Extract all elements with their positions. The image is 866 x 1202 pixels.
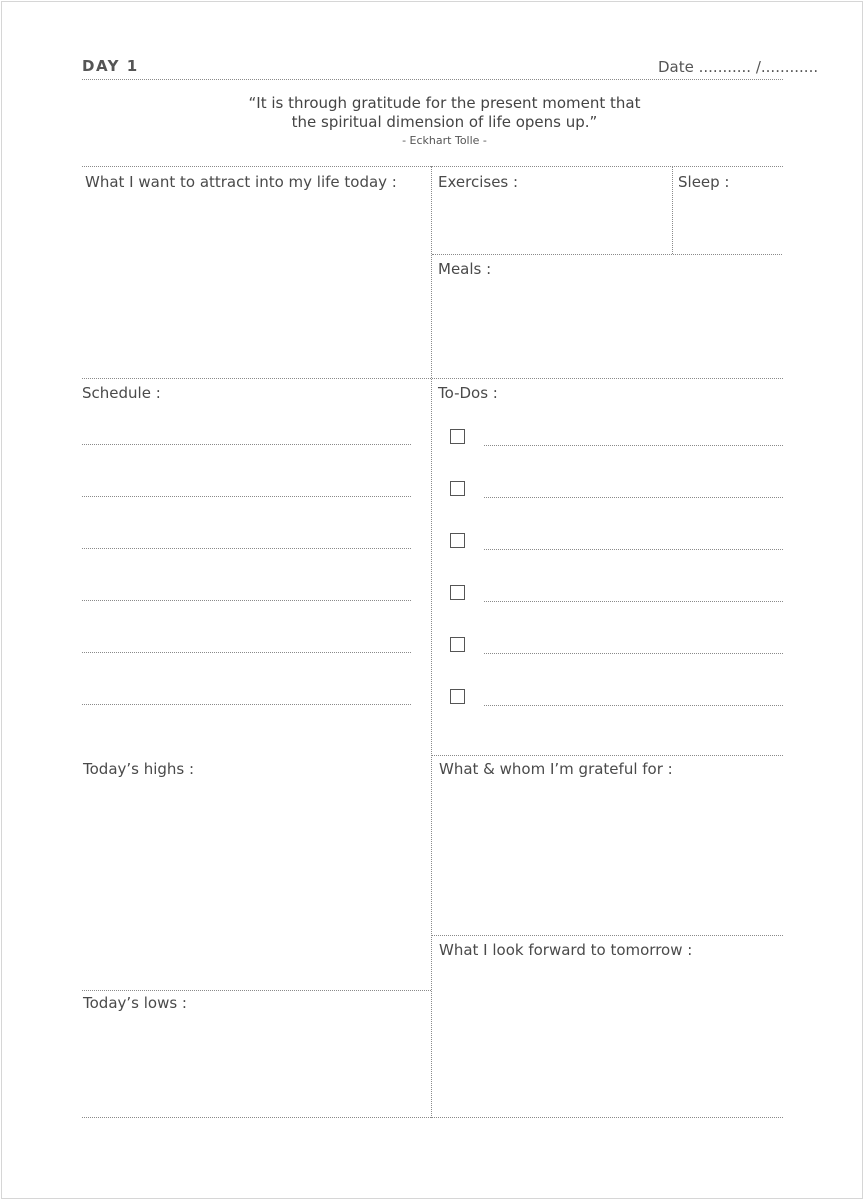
todo-line[interactable] <box>484 653 783 654</box>
todo-line[interactable] <box>484 705 783 706</box>
exercise-sleep-divider <box>672 166 673 254</box>
schedule-line[interactable] <box>82 652 411 653</box>
grid-top-line <box>82 166 783 167</box>
day-title: DAY 1 <box>82 57 139 75</box>
todo-line[interactable] <box>484 601 783 602</box>
lows-label: Today’s lows : <box>83 994 187 1012</box>
grateful-top-line <box>432 755 783 756</box>
grateful-label: What & whom I’m grateful for : <box>439 760 673 778</box>
schedule-label: Schedule : <box>82 384 161 402</box>
schedule-line[interactable] <box>82 444 411 445</box>
todo-checkbox[interactable] <box>450 481 465 496</box>
todos-label: To-Dos : <box>438 384 498 402</box>
meals-label: Meals : <box>438 260 492 278</box>
exercises-label: Exercises : <box>438 173 519 191</box>
schedule-line[interactable] <box>82 600 411 601</box>
quote-author: - Eckhart Tolle - <box>402 134 487 147</box>
todo-line[interactable] <box>484 549 783 550</box>
date-field[interactable]: Date ........... /............ <box>658 58 819 76</box>
schedule-line[interactable] <box>82 496 411 497</box>
todo-checkbox[interactable] <box>450 637 465 652</box>
meals-top-line <box>432 254 782 255</box>
tomorrow-top-line <box>432 935 783 936</box>
grid-center-divider <box>431 166 432 1118</box>
schedule-line[interactable] <box>82 548 411 549</box>
todo-checkbox[interactable] <box>450 585 465 600</box>
quote-line-1: “It is through gratitude for the present moment that <box>248 94 641 112</box>
grid-bottom-line <box>82 1117 783 1118</box>
todo-line[interactable] <box>484 445 783 446</box>
todo-checkbox[interactable] <box>450 689 465 704</box>
quote-line-2: the spiritual dimension of life opens up.” <box>291 113 598 131</box>
todo-checkbox[interactable] <box>450 533 465 548</box>
sleep-label: Sleep : <box>678 173 730 191</box>
schedule-line[interactable] <box>82 704 411 705</box>
attract-label: What I want to attract into my life today : <box>85 173 397 191</box>
tomorrow-label: What I look forward to tomorrow : <box>439 941 693 959</box>
lows-top-line <box>82 990 431 991</box>
highs-label: Today’s highs : <box>83 760 195 778</box>
header-divider <box>82 79 783 80</box>
schedule-top-line <box>82 378 783 379</box>
todo-line[interactable] <box>484 497 783 498</box>
todo-checkbox[interactable] <box>450 429 465 444</box>
